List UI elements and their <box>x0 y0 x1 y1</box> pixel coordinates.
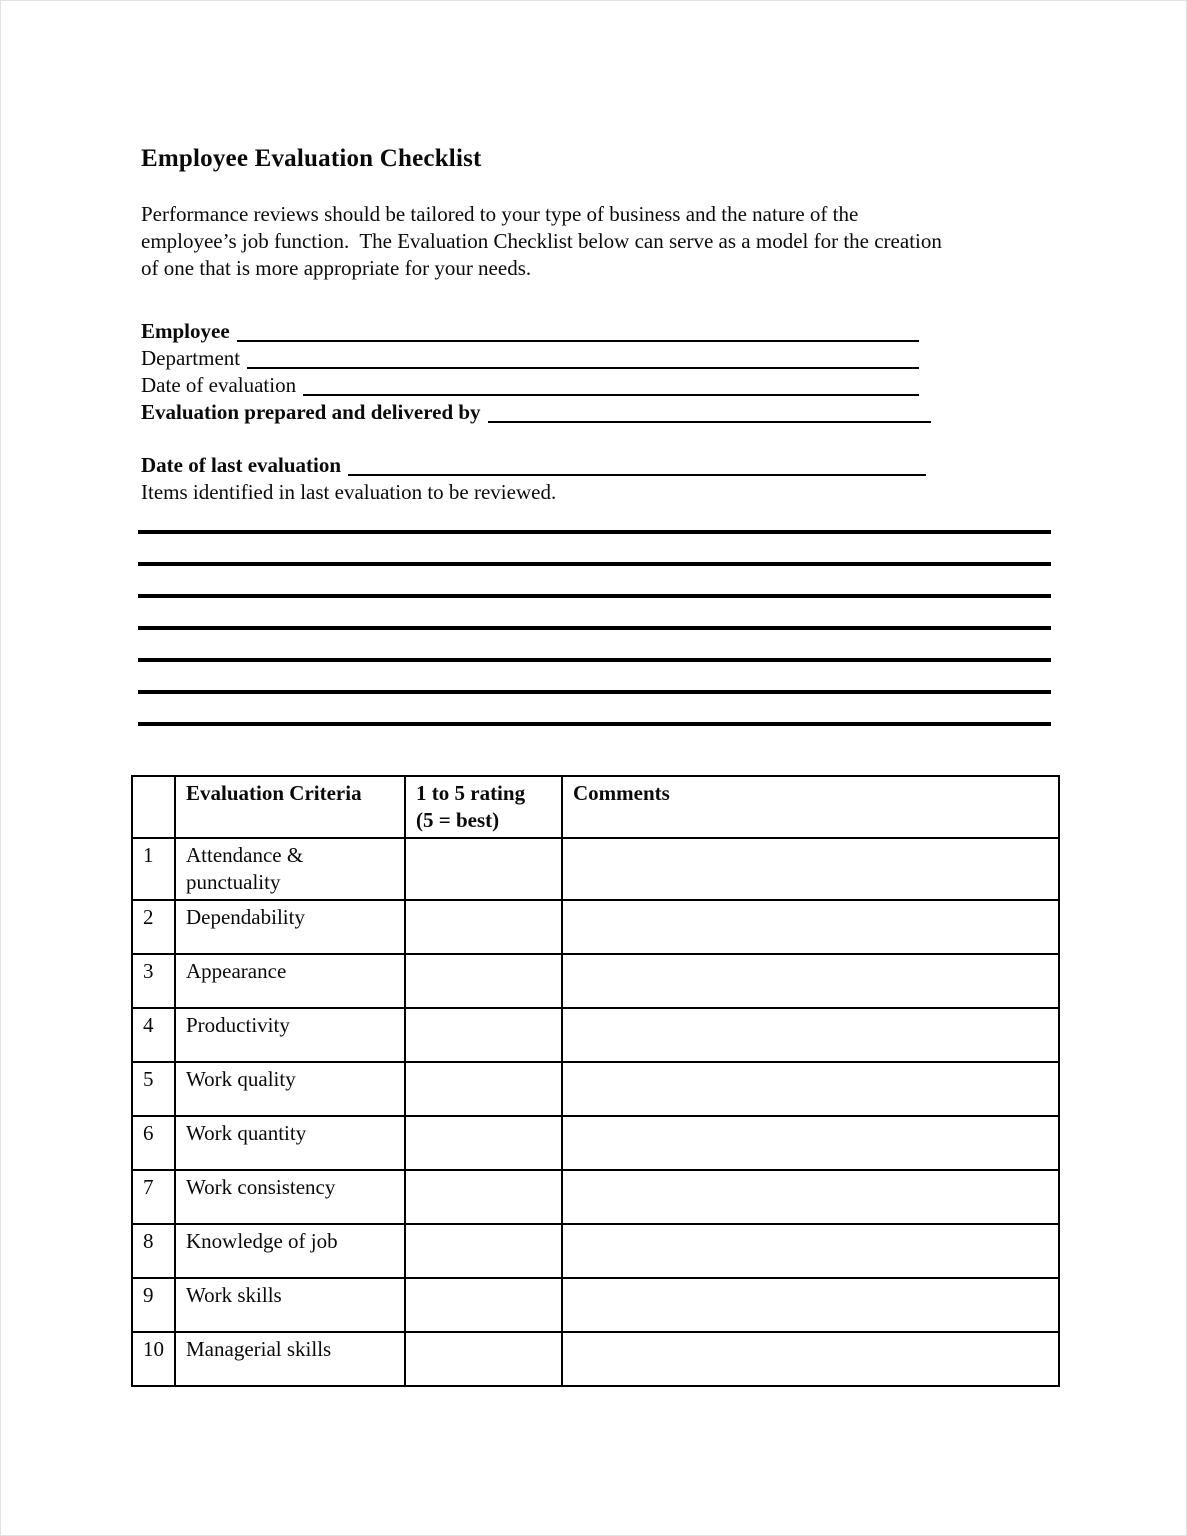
intro-paragraph <box>141 201 1058 282</box>
rating-cell[interactable] <box>405 1332 562 1386</box>
comments-cell[interactable] <box>562 838 1059 900</box>
document-title: Employee Evaluation Checklist <box>141 145 482 172</box>
row-number: 6 <box>132 1116 175 1170</box>
criteria-cell: Attendance & punctuality <box>175 838 405 900</box>
evaluation-table <box>131 775 1060 1387</box>
table-row <box>132 900 1059 954</box>
row-number: 1 <box>132 838 175 900</box>
field-label-employee: Employee <box>141 319 230 343</box>
review-fill-line[interactable] <box>138 530 1051 534</box>
col-header-rating-line2: (5 = best) <box>416 808 500 832</box>
comments-cell[interactable] <box>562 1170 1059 1224</box>
last-evaluation-note: Items identified in last evaluation to be reviewed. <box>141 480 557 504</box>
date-of-evaluation-fill-line[interactable] <box>303 372 919 396</box>
rating-cell[interactable] <box>405 1170 562 1224</box>
col-header-rating-line1: 1 to 5 rating <box>416 781 526 805</box>
rating-cell[interactable] <box>405 1008 562 1062</box>
rating-cell[interactable] <box>405 1116 562 1170</box>
field-label-date-of-evaluation: Date of evaluation <box>141 373 297 397</box>
rating-cell[interactable] <box>405 900 562 954</box>
table-row <box>132 1008 1059 1062</box>
comments-cell[interactable] <box>562 1278 1059 1332</box>
field-label-department: Department <box>141 346 241 370</box>
criteria-cell: Knowledge of job <box>175 1224 405 1278</box>
prepared-by-fill-line[interactable] <box>488 399 931 423</box>
field-label-date-of-last-evaluation: Date of last evaluation <box>141 453 342 477</box>
rating-cell[interactable] <box>405 1278 562 1332</box>
field-row-date-of-evaluation <box>141 372 919 399</box>
field-row-department <box>141 345 919 372</box>
form-fields <box>141 318 1058 506</box>
row-number: 10 <box>132 1332 175 1386</box>
table-row <box>132 1278 1059 1332</box>
comments-cell[interactable] <box>562 1008 1059 1062</box>
table-row <box>132 1332 1059 1386</box>
table-row <box>132 1170 1059 1224</box>
table-row <box>132 1062 1059 1116</box>
criteria-cell: Work quality <box>175 1062 405 1116</box>
comments-cell[interactable] <box>562 1062 1059 1116</box>
table-header-row <box>132 776 1059 838</box>
intro-line: of one that is more appropriate for your needs. <box>141 256 532 280</box>
rating-cell[interactable] <box>405 1062 562 1116</box>
row-number: 8 <box>132 1224 175 1278</box>
col-header-rating <box>405 776 562 838</box>
document-content <box>141 144 1058 1387</box>
comments-cell[interactable] <box>562 1332 1059 1386</box>
criteria-cell: Work consistency <box>175 1170 405 1224</box>
row-number: 5 <box>132 1062 175 1116</box>
criteria-cell: Managerial skills <box>175 1332 405 1386</box>
table-row <box>132 954 1059 1008</box>
intro-line: employee’s job function. The Evaluation Checklist below can serve as a model for the creation <box>141 229 942 253</box>
department-fill-line[interactable] <box>247 345 919 369</box>
intro-line: Performance reviews should be tailored to your type of business and the nature of the <box>141 202 859 226</box>
criteria-cell: Appearance <box>175 954 405 1008</box>
criteria-cell: Productivity <box>175 1008 405 1062</box>
row-number: 7 <box>132 1170 175 1224</box>
comments-cell[interactable] <box>562 954 1059 1008</box>
review-fill-line[interactable] <box>138 562 1051 566</box>
row-number: 9 <box>132 1278 175 1332</box>
rating-cell[interactable] <box>405 838 562 900</box>
table-row <box>132 1224 1059 1278</box>
criteria-cell: Dependability <box>175 900 405 954</box>
review-fill-line[interactable] <box>138 690 1051 694</box>
review-fill-line[interactable] <box>138 594 1051 598</box>
employee-fill-line[interactable] <box>237 318 919 342</box>
row-number: 4 <box>132 1008 175 1062</box>
comments-cell[interactable] <box>562 1224 1059 1278</box>
field-label-prepared-by: Evaluation prepared and delivered by <box>141 400 481 424</box>
field-row-prepared-by <box>141 399 931 426</box>
comments-cell[interactable] <box>562 1116 1059 1170</box>
field-row-employee <box>141 318 919 345</box>
spacer <box>141 426 1058 452</box>
comments-cell[interactable] <box>562 900 1059 954</box>
review-items-write-in-area <box>138 530 1051 726</box>
review-fill-line[interactable] <box>138 658 1051 662</box>
col-header-criteria: Evaluation Criteria <box>175 776 405 838</box>
rating-cell[interactable] <box>405 1224 562 1278</box>
review-fill-line[interactable] <box>138 626 1051 630</box>
date-of-last-evaluation-fill-line[interactable] <box>348 452 926 476</box>
table-row <box>132 838 1059 900</box>
row-number: 3 <box>132 954 175 1008</box>
col-header-comments: Comments <box>562 776 1059 838</box>
field-row-date-of-last-evaluation <box>141 452 926 479</box>
criteria-cell: Work quantity <box>175 1116 405 1170</box>
review-fill-line[interactable] <box>138 722 1051 726</box>
row-number: 2 <box>132 900 175 954</box>
col-header-number <box>132 776 175 838</box>
table-row <box>132 1116 1059 1170</box>
rating-cell[interactable] <box>405 954 562 1008</box>
criteria-cell: Work skills <box>175 1278 405 1332</box>
